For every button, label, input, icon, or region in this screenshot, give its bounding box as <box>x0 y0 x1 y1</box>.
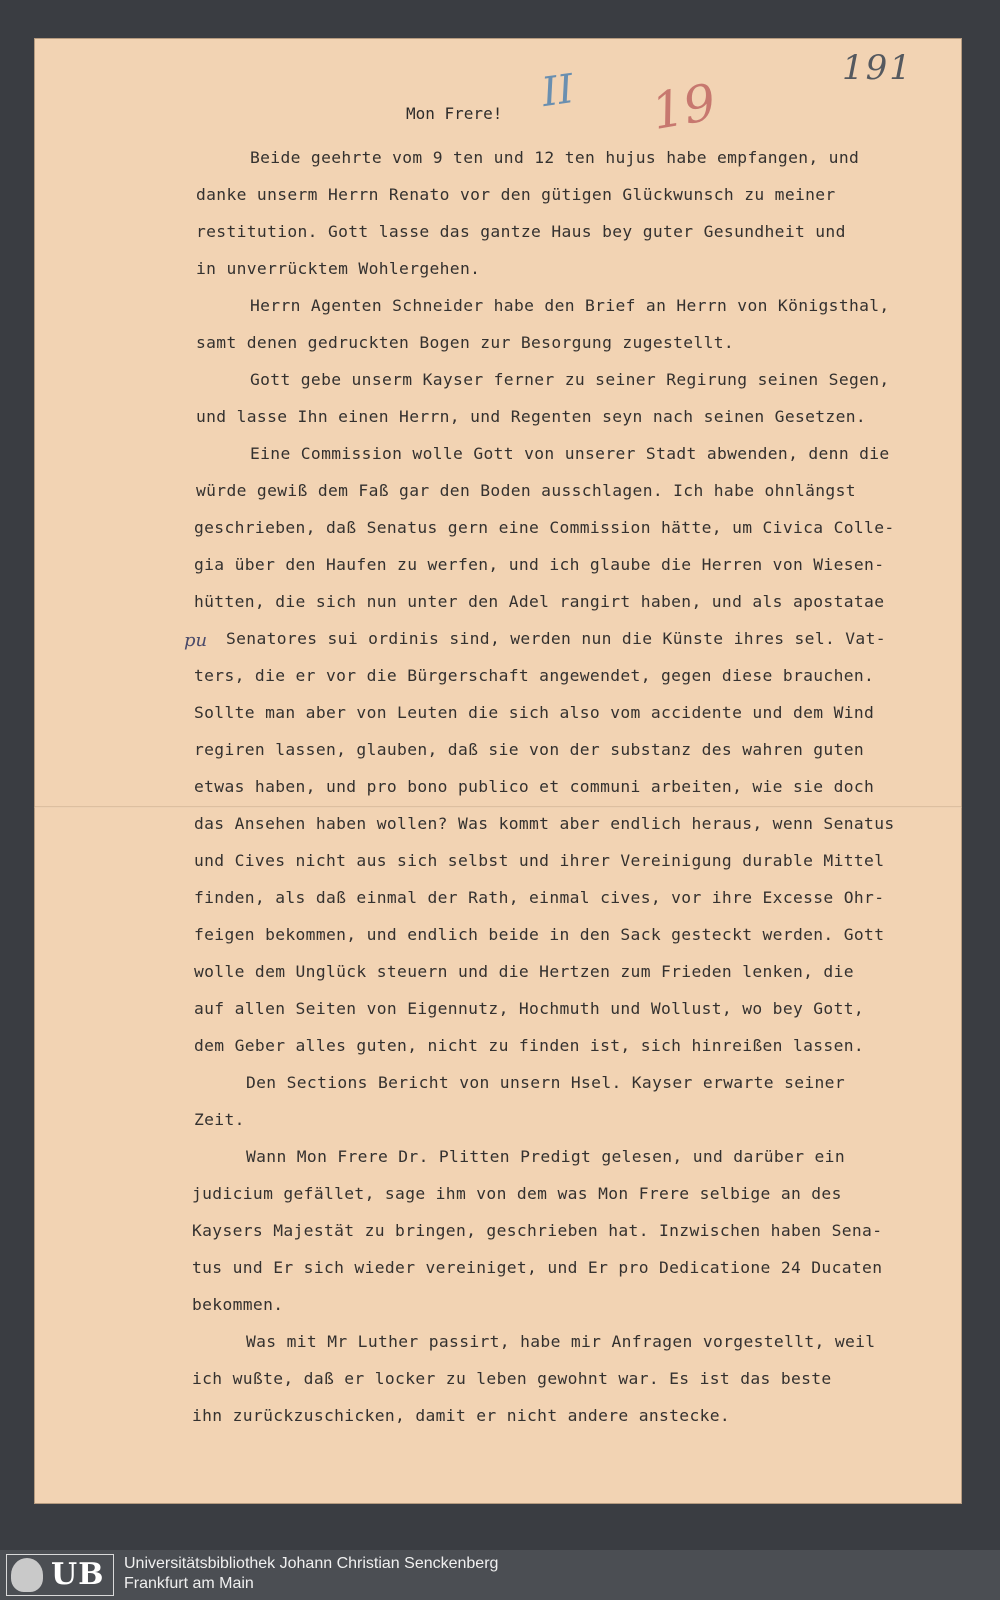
institution-city: Frankfurt am Main <box>124 1575 254 1592</box>
text-line: feigen bekommen, und endlich beide in den Sack gesteckt werden. Gott <box>194 925 885 944</box>
text-line: bekommen. <box>192 1295 284 1314</box>
text-line: würde gewiß dem Faß gar den Boden ausschlagen. Ich habe ohnlängst <box>196 481 856 500</box>
text-line: etwas haben, und pro bono publico et communi arbeiten, wie sie doch <box>194 777 875 796</box>
marginal-note: pu <box>184 630 208 651</box>
text-line: wolle dem Unglück steuern und die Hertzen zum Frieden lenken, die <box>194 962 854 981</box>
logo-text: UB <box>51 1557 105 1592</box>
library-footer <box>0 1550 1000 1600</box>
text-line: Beide geehrte vom 9 ten und 12 ten hujus habe empfangen, und <box>250 148 860 167</box>
text-line: samt denen gedruckten Bogen zur Besorgung zugestellt. <box>196 333 735 352</box>
text-line: Senatores sui ordinis sind, werden nun die Künste ihres sel. Vat- <box>226 629 886 648</box>
text-line: auf allen Seiten von Eigennutz, Hochmuth und Wollust, wo bey Gott, <box>194 999 865 1018</box>
letter-salutation: Mon Frere! <box>406 104 503 123</box>
paper-fold <box>34 806 962 808</box>
letter-page <box>34 38 962 1504</box>
text-line: Eine Commission wolle Gott von unserer Stadt abwenden, denn die <box>250 444 890 463</box>
text-line: in unverrücktem Wohlergehen. <box>196 259 481 278</box>
text-line: Wann Mon Frere Dr. Plitten Predigt gelesen, und darüber ein <box>246 1147 845 1166</box>
text-line: ters, die er vor die Bürgerschaft angewendet, gegen diese brauchen. <box>194 666 875 685</box>
text-line: restitution. Gott lasse das gantze Haus bey guter Gesundheit und <box>196 222 846 241</box>
text-line: geschrieben, daß Senatus gern eine Commission hätte, um Civica Colle- <box>194 518 895 537</box>
text-line: Herrn Agenten Schneider habe den Brief an Herrn von Königsthal, <box>250 296 890 315</box>
text-line: und lasse Ihn einen Herrn, und Regenten seyn nach seinen Gesetzen. <box>196 407 867 426</box>
text-line: Zeit. <box>194 1110 245 1129</box>
folio-number: 191 <box>842 48 913 88</box>
text-line: danke unserm Herrn Renato vor den gütigen Glückwunsch zu meiner <box>196 185 836 204</box>
text-line: Kaysers Majestät zu bringen, geschrieben hat. Inzwischen haben Sena- <box>192 1221 883 1240</box>
text-line: judicium gefället, sage ihm von dem was Mon Frere selbige an des <box>192 1184 842 1203</box>
text-line: regiren lassen, glauben, daß sie von der substanz des wahren guten <box>194 740 865 759</box>
text-line: Sollte man aber von Leuten die sich also vom accidente und dem Wind <box>194 703 875 722</box>
pencil-mark-roman: II <box>538 66 577 116</box>
text-line: Was mit Mr Luther passirt, habe mir Anfragen vorgestellt, weil <box>246 1332 876 1351</box>
text-line: dem Geber alles guten, nicht zu finden ist, sich hinreißen lassen. <box>194 1036 865 1055</box>
institution-name: Universitätsbibliothek Johann Christian Senckenberg <box>124 1555 499 1572</box>
text-line: und Cives nicht aus sich selbst und ihrer Vereinigung durable Mittel <box>194 851 885 870</box>
portrait-icon <box>11 1558 43 1592</box>
text-line: das Ansehen haben wollen? Was kommt aber endlich heraus, wenn Senatus <box>194 814 895 833</box>
text-line: finden, als daß einmal der Rath, einmal cives, vor ihre Excesse Ohr- <box>194 888 885 907</box>
text-line: Den Sections Bericht von unsern Hsel. Kayser erwarte seiner <box>246 1073 845 1092</box>
text-line: ich wußte, daß er locker zu leben gewohnt war. Es ist das beste <box>192 1369 832 1388</box>
text-line: Gott gebe unserm Kayser ferner zu seiner Regirung seinen Segen, <box>250 370 890 389</box>
pencil-mark-number: 19 <box>647 72 721 142</box>
text-line: tus und Er sich wieder vereiniget, und Er pro Dedicatione 24 Ducaten <box>192 1258 883 1277</box>
text-line: hütten, die sich nun unter den Adel rangirt haben, und als apostatae <box>194 592 885 611</box>
library-logo[interactable] <box>6 1554 114 1596</box>
text-line: gia über den Haufen zu werfen, und ich glaube die Herren von Wiesen- <box>194 555 885 574</box>
text-line: ihn zurückzuschicken, damit er nicht andere anstecke. <box>192 1406 731 1425</box>
